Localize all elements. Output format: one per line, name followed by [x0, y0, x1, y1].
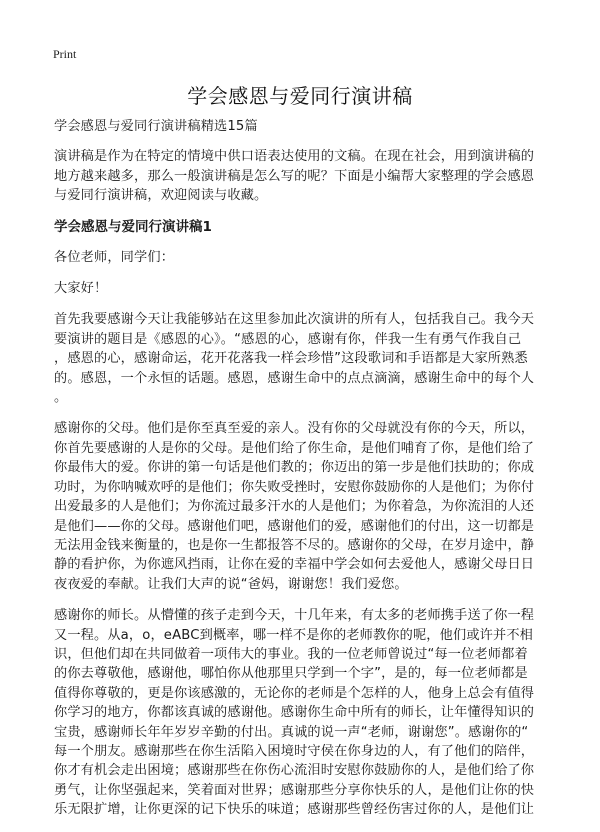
text-line: 地方越来越多，那么一般演讲稿是怎么写的呢？下面是小编帮大家整理的学会感恩: [54, 168, 535, 184]
text-line: 功时，为你呐喊欢呼的是他们；你失败受挫时，安慰你鼓励你的人是他们；为你付: [54, 479, 535, 495]
text-line: 你首先要感谢的人是你的父母。是他们给了你生命，是他们哺育了你，是他们给了: [54, 440, 535, 456]
text-line: 你学习的地方，你都该真诚的感谢他。感谢你生命中所有的师长，让年懂得知识的: [54, 705, 535, 721]
text-line: ，感恩的心，感谢命运，花开花落我一样会珍惜”这段歌词和手语都是大家所熟悉: [54, 351, 528, 367]
document-subtitle: 学会感恩与爱同行演讲稿精选15篇: [54, 119, 258, 134]
text-line: 又一程。从a，o，eABC到概率，哪一样不是你的老师教你的呢，他们或许并不相: [54, 627, 534, 643]
text-line: 每一个朋友。感谢那些在你生活陷入困境时守侯在你身边的人，有了他们的陪伴，: [54, 743, 535, 759]
hello: 大家好！: [54, 281, 108, 297]
text-line: 你才有机会走出困境；感谢那些在你伤心流泪时安慰你鼓励你的人，是他们给了你: [54, 763, 535, 779]
text-line: 勇气，让你坚强起来，笑着面对世界；感谢那些分享你快乐的人，是他们让你的快: [54, 782, 535, 798]
text-line: 的。感恩，一个永恒的话题。感恩，感谢生命中的点点滴滴，感谢生命中的每个人: [54, 370, 535, 386]
text-line: 宝贵，感谢师长年年岁岁辛勤的付出。真诚的说一声“老师，谢谢您”。感谢你的“: [54, 724, 529, 740]
text-line: 乐无限扩增，让你更深的记下快乐的味道；感谢那些曾经伤害过你的人，是他们让: [54, 802, 535, 818]
text-line: 值得你尊敬的，更是你该感激的，无论你的老师是个怎样的人，他身上总会有值得: [54, 685, 535, 701]
text-line: 。: [54, 390, 68, 406]
text-line: 无法用金钱来衡量的，也是你一生都报答不尽的。感谢你的父母，在岁月途中，静: [54, 537, 535, 553]
page-title: 学会感恩与爱同行演讲稿: [187, 84, 413, 108]
text-line: 与爱同行演讲稿，欢迎阅读与收藏。: [54, 188, 268, 204]
text-line: 感谢你的父母。他们是你至真至爱的亲人。没有你的父母就没有你的今天，所以，: [54, 421, 535, 437]
text-line: 你最伟大的爱。你讲的第一句话是他们教的；你迈出的第一步是他们扶助的；你成: [54, 460, 535, 476]
text-line: 演讲稿是作为在特定的情境中供口语表达使用的文稿。在现在社会，用到演讲稿的: [54, 149, 535, 165]
text-line: 夜夜爱的奉献。让我们大声的说“爸妈，谢谢您！我们爱您。: [54, 576, 408, 592]
text-line: 感谢你的师长。从懵懂的孩子走到今天，十几年来，有太多的老师携手送了你一程: [54, 608, 535, 624]
text-line: 的你去尊敬他，感谢他，哪怕你从他那里只学到一个字”，是的，每一位老师都是: [54, 666, 528, 682]
text-line: 静的看护你，为你遮风挡雨，让你在爱的幸福中学会如何去爱他人，感谢父母日日: [54, 557, 535, 573]
text-line: 首先我要感谢今天让我能够站在这里参加此次演讲的所有人，包括我自己。我今天: [54, 312, 535, 328]
paragraph-parents: [54, 419, 554, 594]
text-line: 出爱最多的人是他们；为你流过最多汗水的人是他们；为你着急，为你流泪的人还: [54, 499, 535, 515]
text-line: 要演讲的题目是《感恩的心》。“感恩的心，感谢有你，伴我一生有勇气作我自己: [54, 331, 522, 347]
section-heading: 学会感恩与爱同行演讲稿1: [54, 218, 212, 235]
intro-paragraph: [54, 147, 554, 205]
document-body: [54, 117, 554, 832]
text-line: 是他们——你的父母。感谢他们吧，感谢他们的爱，感谢他们的付出，这一切都是: [54, 518, 535, 534]
text-line: 识，但他们却在共同做着一项伟大的事业。我的一位老师曾说过“每一位老师都着: [54, 646, 528, 662]
paragraph-gratitude-intro: [54, 310, 554, 407]
print-label: Print: [53, 47, 77, 61]
greeting: 各位老师，同学们：: [54, 249, 175, 265]
paragraph-teachers: [54, 606, 554, 819]
